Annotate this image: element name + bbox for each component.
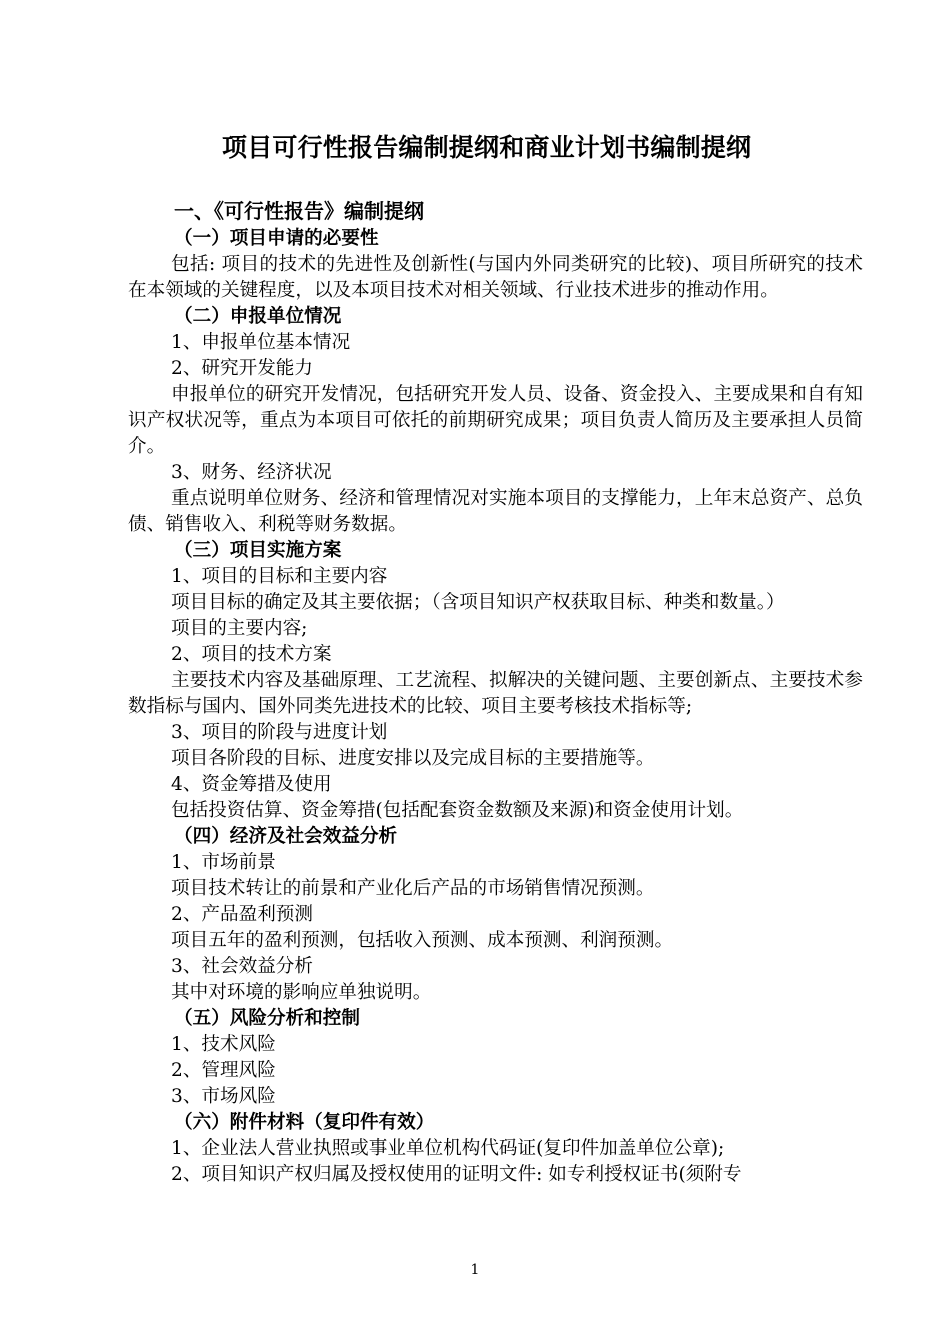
list-item: 3、市场风险 [171, 1086, 276, 1107]
list-item: 3、项目的阶段与进度计划 [171, 722, 388, 743]
subsection-heading-2: （二）申报单位情况 [174, 306, 342, 327]
page-number: 1 [470, 1262, 480, 1278]
subsection-heading-3: （三）项目实施方案 [174, 540, 342, 561]
paragraph-rd-capability: 申报单位的研究开发情况，包括研究开发人员、设备、资金投入、主要成果和自有知识产权状况等，重点为本项目可依托的前期研究成果；项目负责人简历及主要承担人员简介。 [128, 384, 863, 457]
list-item: 1、企业法人营业执照或事业单位机构代码证(复印件加盖单位公章); [171, 1138, 725, 1159]
list-item: 1、申报单位基本情况 [171, 332, 351, 353]
list-item: 3、社会效益分析 [171, 956, 313, 977]
section-heading: 一、《可行性报告》编制提纲 [174, 199, 424, 223]
list-item: 2、项目的技术方案 [171, 644, 332, 665]
document-title: 项目可行性报告编制提纲和商业计划书编制提纲 [222, 133, 752, 162]
paragraph-social: 其中对环境的影响应单独说明。 [171, 982, 432, 1003]
paragraph-financial: 重点说明单位财务、经济和管理情况对实施本项目的支撑能力，上年末总资产、总负债、销售收入、利税等财务数据。 [128, 488, 863, 535]
paragraph-profit: 项目五年的盈利预测，包括收入预测、成本预测、利润预测。 [171, 930, 674, 951]
paragraph-funding: 包括投资估算、资金筹措(包括配套资金数额及来源)和资金使用计划。 [171, 800, 744, 821]
document-body [128, 196, 863, 1188]
list-item: 3、财务、经济状况 [171, 462, 332, 483]
list-item: 1、项目的目标和主要内容 [171, 566, 388, 587]
list-item: 1、市场前景 [171, 852, 276, 873]
paragraph-necessity: 包括: 项目的技术的先进性及创新性(与国内外同类研究的比较)、项目所研究的技术在本领域的关键程度，以及本项目技术对相关领域、行业技术进步的推动作用。 [128, 254, 863, 301]
paragraph-market: 项目技术转让的前景和产业化后产品的市场销售情况预测。 [171, 878, 655, 899]
subsection-heading-4: （四）经济及社会效益分析 [174, 826, 398, 847]
list-item: 1、技术风险 [171, 1034, 276, 1055]
paragraph-main-content: 项目的主要内容; [171, 618, 308, 639]
list-item: 2、产品盈利预测 [171, 904, 313, 925]
list-item: 4、资金筹措及使用 [171, 774, 332, 795]
paragraph-goals: 项目目标的确定及其主要依据；（含项目知识产权获取目标、种类和数量。） [171, 592, 785, 613]
subsection-heading-5: （五）风险分析和控制 [174, 1008, 360, 1029]
list-item: 2、研究开发能力 [171, 358, 313, 379]
subsection-heading-1: （一）项目申请的必要性 [174, 228, 379, 249]
list-item: 2、项目知识产权归属及授权使用的证明文件: 如专利授权证书(须附专 [171, 1164, 742, 1185]
subsection-heading-6: （六）附件材料（复印件有效） [174, 1112, 435, 1133]
paragraph-schedule: 项目各阶段的目标、进度安排以及完成目标的主要措施等。 [171, 748, 655, 769]
list-item: 2、管理风险 [171, 1060, 276, 1081]
paragraph-tech-plan: 主要技术内容及基础原理、工艺流程、拟解决的关键问题、主要创新点、主要技术参数指标与国内、国外同类先进技术的比较、项目主要考核技术指标等; [128, 670, 863, 717]
